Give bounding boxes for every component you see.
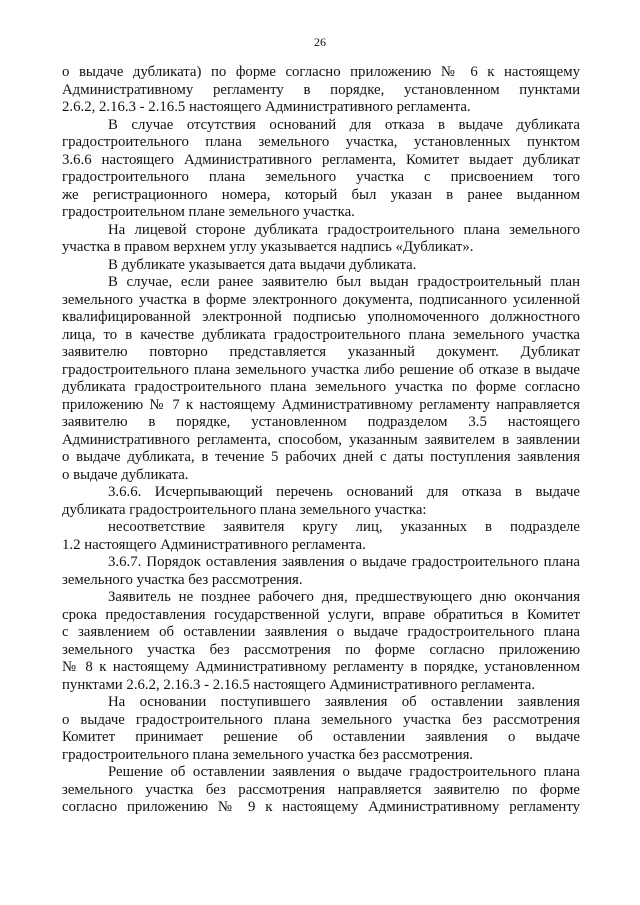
text-line: № 8 к настоящему Административному регламенту в порядке, установленном xyxy=(62,659,580,675)
text-line: градостроительном плане земельного участка. xyxy=(62,204,355,220)
text-line: квалифицированной электронной подписью уполномоченного должностного xyxy=(62,309,580,325)
text-line: земельного участка без рассмотрения. xyxy=(62,571,303,588)
text-line: Административного регламента, способом, указанным заявителем в заявлении xyxy=(62,431,580,448)
text-line: с заявлением об оставлении заявления о выдаче градостроительного плана xyxy=(62,624,580,640)
text-line: пунктами 2.6.2, 2.16.3 - 2.16.5 настоящего Административного регламента. xyxy=(62,676,536,693)
text-line: 1.2 настоящего Административного регламента. xyxy=(62,536,366,553)
text-line: о выдаче дубликата. xyxy=(62,466,189,483)
text-line: согласно приложению № 9 к настоящему Административному регламенту xyxy=(62,799,580,815)
text-line: дубликата градостроительного плана земельного участка по форме согласно xyxy=(62,379,580,395)
paragraph xyxy=(62,554,580,589)
text-line: В дубликате указывается дата выдачи дубликата. xyxy=(108,256,417,273)
paragraph xyxy=(62,589,580,694)
paragraph xyxy=(62,484,580,519)
text-line: лица, то в качестве дубликата градостроительного плана земельного участка xyxy=(62,326,580,343)
text-line: земельного участка без рассмотрения по форме согласно приложению xyxy=(62,641,580,658)
text-line: 3.6.7. Порядок оставления заявления о выдаче градостроительного плана xyxy=(108,554,580,570)
paragraph xyxy=(62,257,580,275)
paragraph xyxy=(62,117,580,222)
text-line: Комитет принимает решение об оставлении заявления о выдаче xyxy=(62,729,580,745)
text-line: несоответствие заявителя кругу лиц, указанных в подразделе xyxy=(108,519,580,535)
text-line: градостроительного плана земельного участка либо решение об отказе в выдаче xyxy=(62,361,580,378)
paragraph xyxy=(62,694,580,764)
text-line: градостроительного плана земельного участка с присвоением того xyxy=(62,169,580,185)
document-body xyxy=(62,64,580,817)
text-line: Решение об оставлении заявления о выдаче градостроительного плана xyxy=(108,764,580,780)
text-line: заявителю в порядке, установленном подразделом 3.5 настоящего xyxy=(62,414,580,430)
text-line: градостроительного плана земельного участка, установленных пунктом xyxy=(62,134,580,150)
text-line: заявителю повторно представляется указанный документ. Дубликат xyxy=(62,344,580,360)
text-line: 3.6.6. Исчерпывающий перечень оснований для отказа в выдаче xyxy=(108,484,580,500)
text-line: о выдаче градостроительного плана земельного участка без рассмотрения xyxy=(62,711,580,728)
text-line: 2.6.2, 2.16.3 - 2.16.5 настоящего Административного регламента. xyxy=(62,99,471,115)
text-line: дубликата градостроительного плана земельного участка: xyxy=(62,501,427,518)
text-line: приложению № 7 к настоящему Административному регламенту направляется xyxy=(62,396,580,413)
paragraph xyxy=(62,222,580,257)
text-line: В случае отсутствия оснований для отказа в выдаче дубликата xyxy=(108,116,580,133)
text-line: участка в правом верхнем углу указывается надпись «Дубликат». xyxy=(62,239,474,255)
text-line: 3.6.6 настоящего Административного регламента, Комитет выдает дубликат xyxy=(62,151,580,168)
text-line: градостроительного плана земельного участка без рассмотрения. xyxy=(62,746,474,763)
text-line: В случае, если ранее заявителю был выдан градостроительный план xyxy=(108,274,580,290)
text-line: же регистрационного номера, который был указан в ранее выданном xyxy=(62,186,580,203)
text-line: Заявитель не позднее рабочего дня, предшествующего дню окончания xyxy=(108,589,580,605)
text-line: о выдаче дубликата, в течение 5 рабочих дней с даты поступления заявления xyxy=(62,449,580,465)
paragraph xyxy=(62,64,580,117)
text-line: На лицевой стороне дубликата градостроительного плана земельного xyxy=(108,221,580,238)
text-line: земельного участка в форме электронного документа, подписанного усиленной xyxy=(62,291,580,308)
text-line: о выдаче дубликата) по форме согласно приложению № 6 к настоящему xyxy=(62,64,580,80)
paragraph xyxy=(62,519,580,554)
text-line: земельного участка без рассмотрения направляется заявителю по форме xyxy=(62,781,580,798)
page-number: 26 xyxy=(314,35,326,49)
text-line: На основании поступившего заявления об оставлении заявления xyxy=(108,694,580,710)
paragraph xyxy=(62,274,580,484)
paragraph xyxy=(62,764,580,817)
text-line: Административному регламенту в порядке, установленном пунктами xyxy=(62,81,580,98)
text-line: срока предоставления государственной услуги, вправе обратиться в Комитет xyxy=(62,606,580,623)
